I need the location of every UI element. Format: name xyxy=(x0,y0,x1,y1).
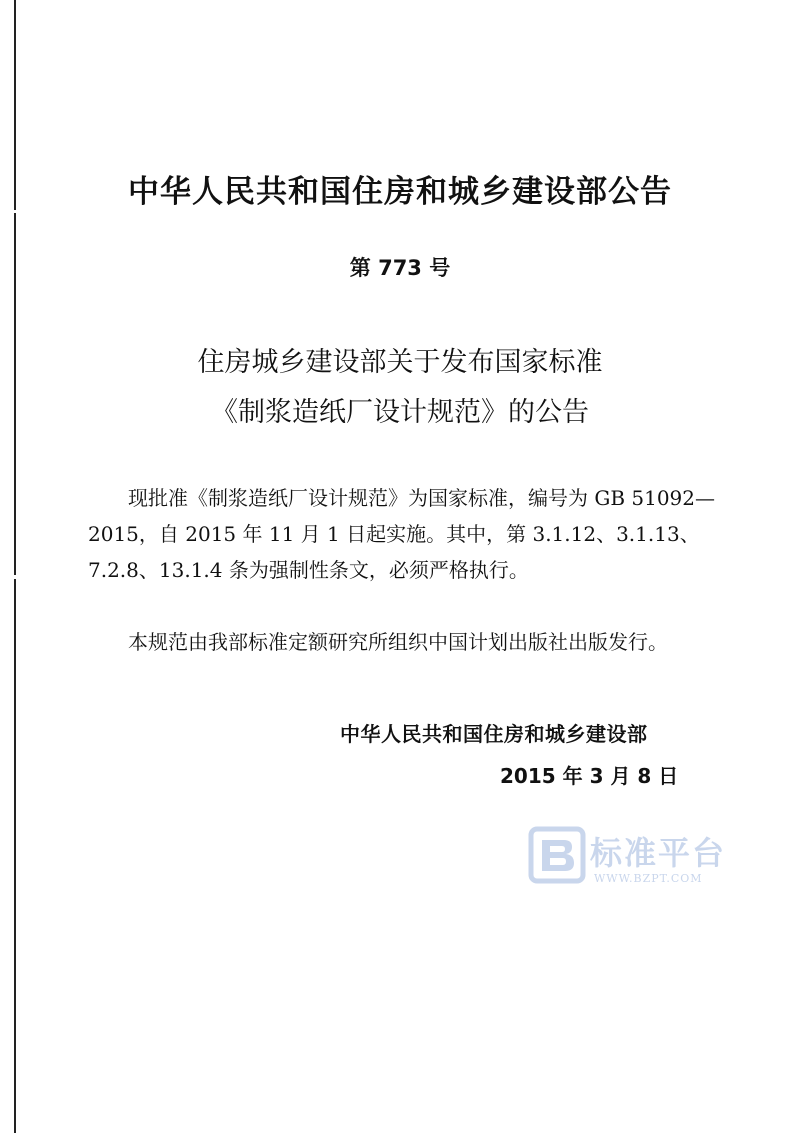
body-paragraph-1: 现批准《制浆造纸厂设计规范》为国家标准，编号为 GB 51092—2015，自 2015 年 11 月 1 日起实施。其中，第 3.1.12、3.1.13、7.2.8、13.1.4 条为强制性条文，必须严格执行。 xyxy=(88,486,716,582)
page-title: 中华人民共和国住房和城乡建设部公告 xyxy=(128,174,672,210)
scan-edge-speck xyxy=(14,575,16,579)
announcement-subtitle-line1: 住房城乡建设部关于发布国家标准 xyxy=(197,347,603,378)
watermark-url: WWW.BZPT.COM xyxy=(594,872,703,885)
watermark-text: 标准平台 xyxy=(590,834,727,872)
issue-date: 2015 年 3 月 8 日 xyxy=(500,764,679,788)
body-paragraph-2: 本规范由我部标准定额研究所组织中国计划出版社出版发行。 xyxy=(128,630,668,654)
announcement-subtitle-line2: 《制浆造纸厂设计规范》的公告 xyxy=(211,397,589,428)
watermark xyxy=(528,826,738,890)
issuer-name: 中华人民共和国住房和城乡建设部 xyxy=(340,722,648,746)
announcement-number: 第 773 号 xyxy=(349,256,451,280)
bz-logo-icon xyxy=(528,826,586,884)
